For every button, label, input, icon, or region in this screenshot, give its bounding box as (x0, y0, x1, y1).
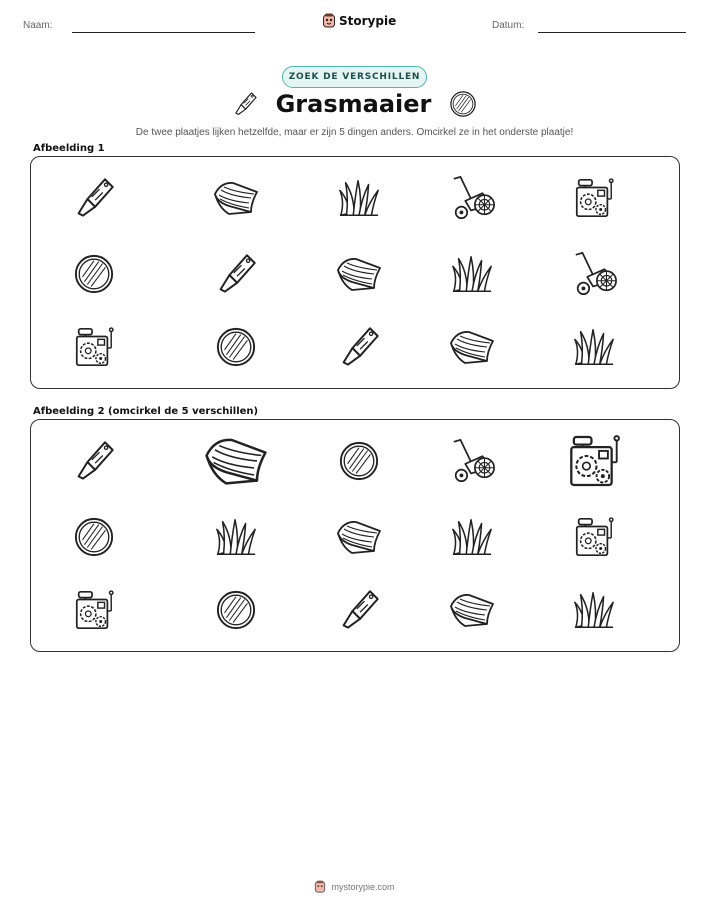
towel-icon (447, 322, 497, 372)
lawnmower-icon[interactable] (448, 437, 496, 485)
round-sign-icon (215, 326, 257, 368)
footer (0, 880, 709, 894)
page-title: Grasmaaier (275, 90, 432, 118)
name-line (72, 32, 255, 33)
picture-2-panel[interactable] (30, 419, 680, 652)
engine-icon[interactable] (565, 432, 623, 490)
footer-url: mystorypie.com (331, 882, 395, 892)
grass-icon[interactable] (572, 588, 616, 632)
grass-icon (572, 325, 616, 369)
engine-icon (72, 325, 116, 369)
worksheet-type-badge: ZOEK DE VERSCHILLEN (282, 66, 427, 88)
panel-1-label: Afbeelding 1 (33, 143, 105, 154)
panel-2-label: Afbeelding 2 (omcirkel de 5 verschillen) (33, 406, 259, 417)
towel-icon (211, 173, 261, 223)
brand-name: Storypie (339, 14, 397, 28)
towel-icon[interactable] (201, 426, 271, 496)
cutter-icon[interactable] (337, 588, 381, 632)
name-label: Naam: (23, 20, 53, 31)
round-sign-icon[interactable] (338, 440, 380, 482)
lawnmower-icon (570, 250, 618, 298)
lawnmower-icon (448, 174, 496, 222)
cutter-icon (337, 325, 381, 369)
round-sign-icon[interactable] (215, 589, 257, 631)
cutter-icon (214, 252, 258, 296)
instructions: De twee plaatjes lijken hetzelfde, maar er zijn 5 dingen anders. Omcirkel ze in het onderste plaatje! (135, 127, 574, 138)
engine-icon (572, 176, 616, 220)
cutter-icon (72, 176, 116, 220)
towel-icon[interactable] (447, 585, 497, 635)
grass-icon (450, 252, 494, 296)
picture-1-panel (30, 156, 680, 389)
grass-icon[interactable] (214, 515, 258, 559)
cutter-icon[interactable] (72, 439, 116, 483)
engine-icon[interactable] (572, 515, 616, 559)
round-sign-icon[interactable] (73, 516, 115, 558)
title-row (0, 90, 709, 118)
round-sign-icon (449, 90, 477, 118)
engine-icon[interactable] (72, 588, 116, 632)
date-line (538, 32, 686, 33)
brand-logo (322, 13, 396, 29)
date-label: Datum: (492, 20, 525, 31)
storypie-mascot-icon (314, 880, 326, 894)
grass-icon (337, 176, 381, 220)
round-sign-icon (73, 253, 115, 295)
storypie-mascot-icon (322, 13, 336, 29)
cutter-icon (232, 90, 258, 118)
grass-icon[interactable] (450, 515, 494, 559)
towel-icon (334, 249, 384, 299)
towel-icon[interactable] (334, 512, 384, 562)
